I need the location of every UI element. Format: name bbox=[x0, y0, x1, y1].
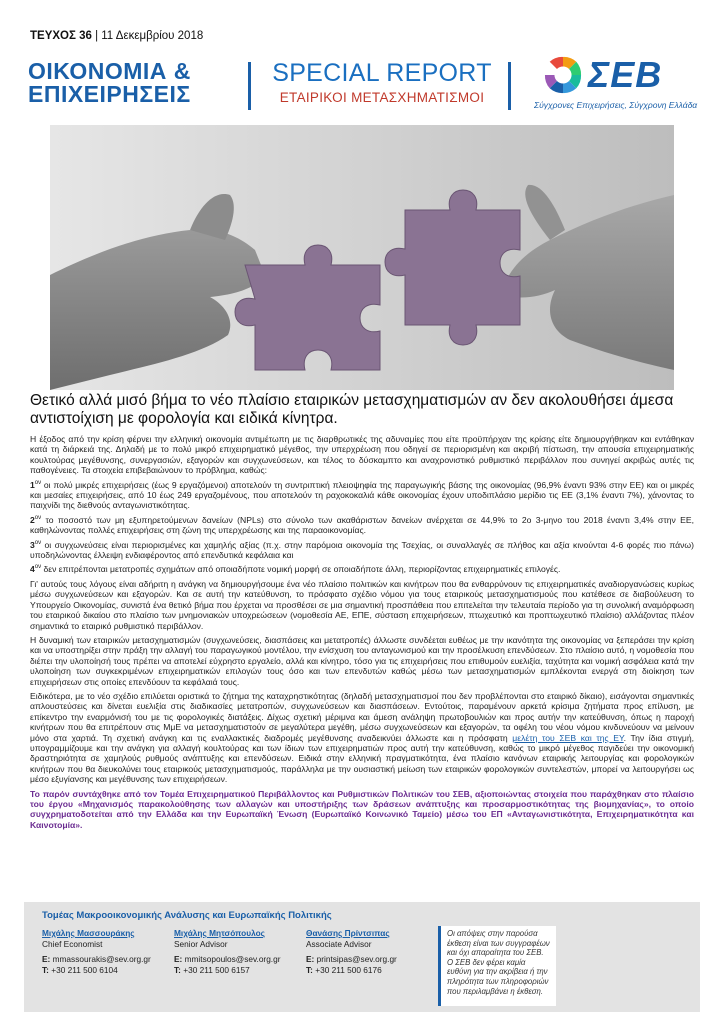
issue-date: 11 Δεκεμβρίου 2018 bbox=[101, 30, 204, 42]
masthead bbox=[22, 52, 702, 122]
footer-title: Τομέας Μακροοικονομικής Ανάλυσης και Ευρωπαϊκής Πολιτικής bbox=[42, 910, 332, 921]
contact-phone: +30 211 500 6104 bbox=[51, 965, 118, 975]
article-body bbox=[30, 434, 694, 834]
list-item: $1^{o\nu}$ οι πολύ μικρές επιχειρήσεις (έως 9 εργαζόμενοι) αποτελούν τη συντριπτική πλειοψηφία της παραγωγικής βάσης της οικονομίας (96,9% έναντι 93% στην ΕΕ) και οι μικρές και μεσαίες επιχειρήσεις, από 10 έως 249 εργαζομένους, που αποτελούν τη ραχοκοκαλιά κάθε οικονομίας έχουν υποδιπλάσιο μερίδιο τις ΕΕ (3,1% έναντι 7%), χάνοντας το παιχνίδι της διεθνούς ανταγωνιστικότητας. bbox=[30, 479, 694, 511]
section-title-line-1: ΟΙΚΟΝΟΜΙΑ & bbox=[28, 58, 191, 84]
hero-image bbox=[50, 125, 674, 390]
issue-separator: | bbox=[91, 30, 102, 42]
contact-role: Chief Economist bbox=[42, 939, 103, 949]
issue-number: ΤΕΥΧΟΣ 36 bbox=[30, 30, 92, 42]
contact-role: Senior Advisor bbox=[174, 939, 228, 949]
contact-card: Θανάσης Πρίντσιπας Associate Advisor E: printsipas@sev.org.gr T: +30 211 500 6176 bbox=[306, 928, 436, 976]
sev-logo-text: ΣΕΒ bbox=[588, 54, 663, 95]
contact-email[interactable]: printsipas@sev.org.gr bbox=[316, 954, 397, 964]
puzzle-piece-right bbox=[385, 190, 520, 345]
body-paragraph: Ειδικότερα, με το νέο σχέδιο επιλύεται οριστικά το ζήτημα της καταχρηστικότητας (δηλαδή μετασχηματισμοί που δεν προβλέπονται στο εταιρικό δίκαιο), εισάγονται σημαντικές απλουστεύσεις και δίνεται ευελιξία στις διαδικασίες μετατροπών, συγχωνεύσεων και διασπάσεων. Εντούτοις, παραμένουν αρκετά κρίσιμα ζητήματα προς επίλυση, με επίκεντρο την εναρμόνισή του με τις φορολογικές διατάξεις. Δίχως σχετική μέριμνα και άμεση ανάληψη πρωτοβουλιών και προς αυτήν την κατεύθυνση, όπως η παροχή κινήτρων που θα επιτρέπουν στις ΜμΕ να μετασχηματιστούν σε μεγαλύτερα μεγέθη, μέσω συγχωνεύσεων και εξαγορών, τα οφέλη του νέου νόμου κινδυνεύουν να μείνουν μόνο στα χαρτιά. Τη σχετική ανάγκη και τις εναλλακτικές διαδρομές μεγέθυνσης αναδεικνύει άλλωστε και η πρόσφατη μελέτη του ΣΕΒ και της ΕΥ. Την ίδια στιγμή, υπογραμμίζουμε και την ανάγκη για αλλαγή κουλτούρας και των ίδιων των επιχειρηματιών προς αυτή την κατεύθυνση, καθώς το μικρό μέγεθος παγιδεύει την οικονομική δραστηριότητα σε χαμηλούς ρυθμούς ανάπτυξης και επενδύσεων. Ειδικά στην ελληνική πραγματικότητα, ένα πλαίσιο κανόνων εταιρικής λειτουργίας και φορολογικών κινήτρων που θα διευκολύνει τους εταιρικούς μετασχηματισμούς, παράλληλα με την ουσιαστική μείωση των εταιρικών φορολογικών συντελεστών, μπορεί να λειτουργήσει ως μέσο εξυγίανσης και μεγέθυνσης των επιχειρήσεων. bbox=[30, 690, 694, 785]
contact-phone: +30 211 500 6176 bbox=[315, 965, 382, 975]
list-item: $2^{o\nu}$ το ποσοστό των μη εξυπηρετούμενων δανείων (NPLs) στο σύνολο των ακαθάριστων δανείων ανέρχεται σε 44,9% το 2ο 3-μηνο του 2018 έναντι 3,4% στην ΕΕ, καθηλώνοντας πολλές επιχειρήσεις στη ζώνη της υπερχρέωσης και της παραοικονομίας. bbox=[30, 514, 694, 536]
sev-logo-mark-icon bbox=[544, 56, 582, 94]
masthead-divider bbox=[508, 62, 511, 110]
contact-name[interactable]: Μιχάλης Μητσόπουλος bbox=[174, 928, 265, 938]
section-title bbox=[28, 60, 191, 106]
article-headline: Θετικό αλλά μισό βήμα το νέο πλαίσιο εταιρικών μετασχηματισμών αν δεν ακολουθήσει άμεσα αντιστοίχιση με φορολογία και ειδικά κίνητρα. bbox=[30, 392, 674, 427]
list-item: $3^{o\nu}$ οι συγχωνεύσεις είναι περιορισμένες και χαμηλής αξίας (π.χ. στην παρόμοια οικονομία της Τσεχίας, οι συναλλαγές σε πλήθος και αξία κινούνται 4-6 φορές πιο πάνω) υποδηλώνοντας έλλειψη ενδιαφέροντος από επενδυτικά κεφάλαια και bbox=[30, 539, 694, 561]
contact-email[interactable]: mmitsopoulos@sev.org.gr bbox=[184, 954, 281, 964]
footer-contacts bbox=[24, 902, 700, 1012]
section-title-line-2: ΕΠΙΧΕΙΡΗΣΕΙΣ bbox=[28, 81, 191, 107]
contact-card: Μιχάλης Μασσουράκης Chief Economist E: mmassourakis@sev.org.gr T: +30 211 500 6104 bbox=[42, 928, 172, 976]
masthead-divider bbox=[248, 62, 251, 110]
body-paragraph: Γι' αυτούς τους λόγους είναι αδήριτη η ανάγκη να δημιουργήσουμε ένα νέο πλαίσιο πολιτικών και κινήτρων που θα ενθαρρύνουν τις επιχειρηματικές αναδιοργανώσεις κυρίως μέσω συγχωνεύσεων και εξαγορών. Και σε αυτή την κατεύθυνση, το πρόσφατο σχέδιο νόμου για τους εταιρικούς μετασχηματισμούς που κατέθεσε σε διαβούλευση το Υπουργείο Οικονομίας, συνιστά ένα θετικό βήμα που έρχεται να προσθέσει σε μια σημαντική προσπάθεια που επιτελείται την τελευταία περίοδο για τη συνολική αναμόρφωση του εταιρικού δικαίου στο πλαίσιο των μνημονιακών υποχρεώσεων (νομοθεσία ΑΕ, ΕΠΕ, σύσταση επιχειρήσεων, πτωχευτικό και προπτωχευτικό πλαίσιο) αλλάζοντας πλέον σημαντικά το εταιρικό ρυθμιστικό περιβάλλον. bbox=[30, 578, 694, 631]
contact-card: Μιχάλης Μητσόπουλος Senior Advisor E: mmitsopoulos@sev.org.gr T: +30 211 500 6157 bbox=[174, 928, 304, 976]
contact-email[interactable]: mmassourakis@sev.org.gr bbox=[52, 954, 151, 964]
sev-logo[interactable] bbox=[522, 52, 702, 118]
contact-role: Associate Advisor bbox=[306, 939, 372, 949]
contact-name[interactable]: Θανάσης Πρίντσιπας bbox=[306, 928, 390, 938]
study-link[interactable]: μελέτη του ΣΕΒ και της ΕΥ bbox=[512, 732, 624, 743]
funding-note: Το παρόν συντάχθηκε από τον Τομέα Επιχειρηματικού Περιβάλλοντος και Ρυθμιστικών Πολιτικών του ΣΕΒ, αξιοποιώντας στοιχεία που παράχθηκαν στο πλαίσιο του έργου «Μηχανισμός παρακολούθησης των αλλαγών και υποστήριξης των δράσεων ανάπτυξης και προσαρμοστικότητας της βιομηχανίας», το οποίο συγχρηματοδοτείται από την Ελλάδα και την Ευρωπαϊκή Ένωση (Ευρωπαϊκό Κοινωνικό Ταμείο) μέσω του ΕΠ «Ανταγωνιστικότητα, Επιχειρηματικότητα και Καινοτομία». bbox=[30, 788, 694, 830]
contact-name[interactable]: Μιχάλης Μασσουράκης bbox=[42, 928, 135, 938]
list-item: $4^{o\nu}$ δεν επιτρέπονται μετατροπές σχημάτων από οποιαδήποτε νομική μορφή σε οποιαδήποτε άλλη, περιορίζοντας επιχειρηματικές επιλογές. bbox=[30, 564, 561, 575]
disclaimer-box: Οι απόψεις στην παρούσα έκθεση είναι των συγγραφέων και όχι απαραίτητα του ΣΕΒ. Ο ΣΕΒ δεν φέρει καμία ευθύνη για την ακρίβεια ή την πληρότητα των πληροφοριών που περιλαμβάνει η έκθεση. bbox=[438, 926, 556, 1006]
hands-puzzle-illustration bbox=[50, 125, 674, 390]
report-title-block bbox=[262, 60, 502, 105]
report-subtitle: ΕΤΑΙΡΙΚΟΙ ΜΕΤΑΣΧΗΜΑΤΙΣΜΟΙ bbox=[279, 90, 485, 105]
intro-paragraph: Η έξοδος από την κρίση φέρνει την ελληνική οικονομία αντιμέτωπη με τις διαρθρωτικές της αδυναμίες που είτε προϋπήρχαν της κρίσης είτε δημιουργήθηκαν και εντάθηκαν κατά τη διάρκειά της. Δηλαδή με το πολύ μικρό επιχειρηματικό μέγεθος, την υπερχρέωση που οδηγεί σε περιορισμένη και ακριβή πίστωση, την απουσία επιχειρηματικής κουλτούρας μεγέθυνσης, συνεργασιών, εξαγορών και συγχωνεύσεων, και τέλος το δύσκαμπτο και αναχρονιστικό ρυθμιστικό περιβάλλον που συνηγεί ακριβώς αυτές τις παθογένειες. Τα στοιχεία επιβεβαιώνουν το πρόβλημα, καθώς: bbox=[30, 434, 694, 476]
body-paragraph: Η δυναμική των εταιρικών μετασχηματισμών (συγχωνεύσεις, διασπάσεις και μετατροπές) άλλωστε συνδέεται ευθέως με την ικανότητα της οικονομίας να ξεπεράσει την κρίση και να υποστηρίξει στην πράξη την αλλαγή του παραγωγικού μοντέλου, την ενίσχυση του ανταγωνισμού και την προσέλκυση επενδύσεων. Στο πλαίσιο αυτό, η νομοθεσία που διέπει την υλοποίησή τους πρέπει να αποτελεί εύχρηστο εργαλείο, αλλά και κίνητρο, τόσο για τις επιχειρήσεις που επιθυμούν ευελιξία, ταχύτητα και νομική ασφάλεια κατά την υλοποίηση των συγκεκριμένων επιχειρηματικών επιλογών τους όσο και των επενδυτών καθώς μέσω των μετασχηματισμών εμπλέκονται ενεργά στη διοίκηση των επιχειρήσεων στις οποίες επενδύουν τα κεφάλαιά τους. bbox=[30, 634, 694, 687]
sev-logo-tagline: Σύγχρονες Επιχειρήσεις, Σύγχρονη Ελλάδα bbox=[534, 100, 698, 110]
contact-phone: +30 211 500 6157 bbox=[183, 965, 250, 975]
special-report-title: SPECIAL REPORT bbox=[272, 59, 492, 87]
issue-line bbox=[30, 30, 203, 42]
